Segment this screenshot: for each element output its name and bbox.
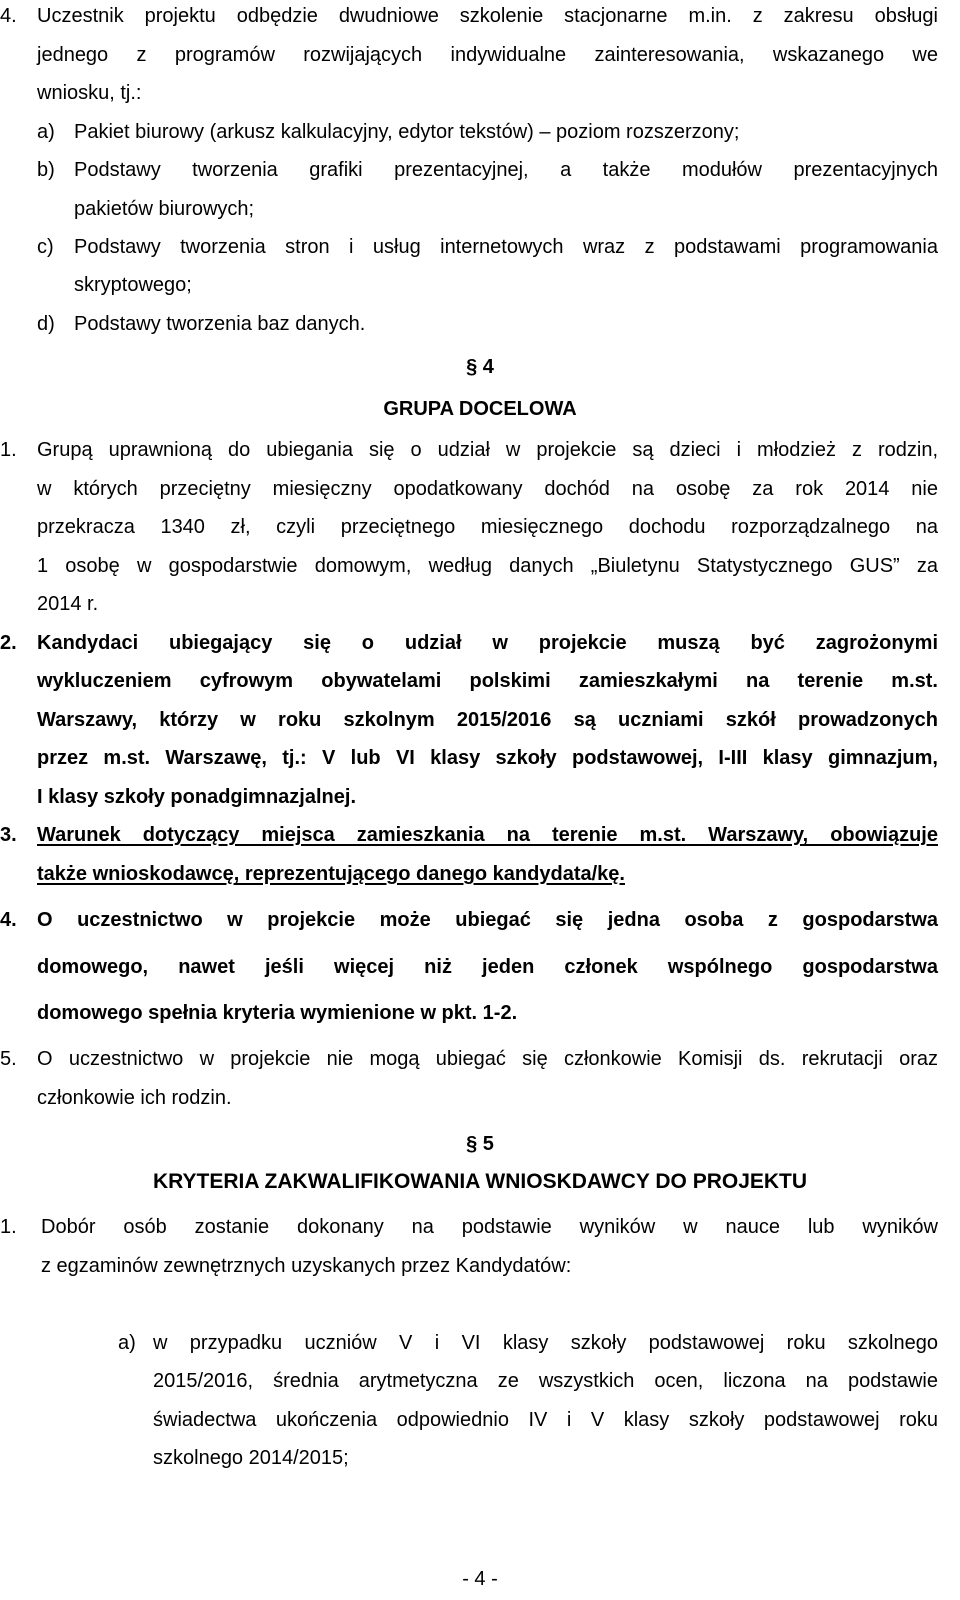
- sec4-p5-line-2: [0, 1079, 960, 1118]
- paragraph-text: domowego spełnia kryteria wymienione w pkt. 1-2.: [37, 1002, 518, 1024]
- paragraph-text: także wnioskodawcę, reprezentującego danego kandydata/kę.: [37, 863, 625, 885]
- sec4-p2-line-3: [0, 701, 960, 740]
- sub-item-text: świadectwa ukończenia odpowiednio IV i V klasy szkoły podstawowej roku: [153, 1409, 938, 1431]
- item-number: 5.: [0, 1048, 17, 1070]
- section-number: § 4: [466, 356, 494, 378]
- sub-item-label: a): [37, 121, 55, 143]
- item-number: 2.: [0, 632, 17, 654]
- sec4-p3-line-2: [0, 855, 960, 894]
- section-title: KRYTERIA ZAKWALIFIKOWANIA WNIOSKDAWCY DO PROJEKTU: [152, 1170, 808, 1193]
- sub-item-c-line-2: [0, 266, 960, 305]
- sec4-p4-line-1: [0, 901, 960, 940]
- sub-item-text: w przypadku uczniów V i VI klasy szkoły podstawowej roku szkolnego: [153, 1332, 938, 1354]
- sec5-sub-a-line-2: [0, 1362, 960, 1401]
- sub-item-label: a): [118, 1332, 136, 1354]
- sub-item-text: Pakiet biurowy (arkusz kalkulacyjny, edytor tekstów) – poziom rozszerzony;: [74, 121, 740, 143]
- item-4-line-2: [0, 36, 960, 75]
- paragraph-text: domowego, nawet jeśli więcej niż jeden członek wspólnego gospodarstwa: [37, 956, 938, 978]
- sec4-p2-line-2: [0, 662, 960, 701]
- section-title: GRUPA DOCELOWA: [383, 398, 577, 420]
- sec5-p1-line-1: [0, 1208, 960, 1247]
- paragraph-text: I klasy szkoły ponadgimnazjalnej.: [37, 786, 356, 808]
- sub-item-label: c): [37, 236, 54, 258]
- paragraph-text: Uczestnik projektu odbędzie dwudniowe szkolenie stacjonarne m.in. z zakresu obsługi: [37, 5, 938, 27]
- item-4-line-1: [0, 0, 960, 36]
- sec4-p4-line-2: [0, 948, 960, 987]
- item-4-line-3: [0, 74, 960, 113]
- sub-item-c-line-1: [0, 228, 960, 267]
- sub-item-text: pakietów biurowych;: [74, 198, 255, 220]
- sec4-p1-line-3: [0, 508, 960, 547]
- page-number: - 4 -: [462, 1568, 498, 1590]
- paragraph-text: przez m.st. Warszawę, tj.: V lub VI klasy szkoły podstawowej, I-III klasy gimnazjum,: [37, 747, 938, 769]
- sub-item-text: 2015/2016, średnia arytmetyczna ze wszystkich ocen, liczona na podstawie: [153, 1370, 938, 1392]
- sub-item-a: [0, 113, 960, 152]
- sec4-p3-line-1: [0, 816, 960, 855]
- item-number: 4.: [0, 909, 17, 931]
- sec4-p2-line-5: [0, 778, 960, 817]
- paragraph-text: jednego z programów rozwijających indywidualne zainteresowania, wskazanego we: [37, 44, 938, 66]
- paragraph-text: 1 osobę w gospodarstwie domowym, według danych „Biuletynu Statystycznego GUS” za: [37, 555, 938, 577]
- paragraph-text: 2014 r.: [37, 593, 99, 615]
- paragraph-text: O uczestnictwo w projekcie może ubiegać się jedna osoba z gospodarstwa: [37, 909, 938, 931]
- sub-item-text: Podstawy tworzenia baz danych.: [74, 313, 366, 335]
- paragraph-text: w których przeciętny miesięczny opodatkowany dochód na osobę za rok 2014 nie: [37, 478, 938, 500]
- paragraph-text: Grupą uprawnioną do ubiegania się o udział w projekcie są dzieci i młodzież z rodzin,: [37, 439, 938, 461]
- item-number: 1.: [0, 1216, 17, 1238]
- paragraph-text: wniosku, tj.:: [37, 82, 142, 104]
- sec4-p1-line-4: [0, 547, 960, 586]
- paragraph-text: Warszawy, którzy w roku szkolnym 2015/2016 są uczniami szkół prowadzonych: [37, 709, 938, 731]
- paragraph-text: Dobór osób zostanie dokonany na podstawie wyników w nauce lub wyników: [41, 1216, 938, 1238]
- paragraph-text: O uczestnictwo w projekcie nie mogą ubiegać się członkowie Komisji ds. rekrutacji oraz: [37, 1048, 938, 1070]
- item-number: 4.: [0, 5, 17, 27]
- paragraph-text: Kandydaci ubiegający się o udział w projekcie muszą być zagrożonymi: [37, 632, 938, 654]
- item-number: 3.: [0, 824, 17, 846]
- sec4-p4-line-3: [0, 994, 960, 1033]
- sub-item-text: Podstawy tworzenia stron i usług internetowych wraz z podstawami programowania: [74, 236, 938, 258]
- sec4-p5-line-1: [0, 1040, 960, 1079]
- sec5-sub-a-line-3: [0, 1401, 960, 1440]
- sec4-p2-line-4: [0, 739, 960, 778]
- paragraph-text: członkowie ich rodzin.: [37, 1087, 232, 1109]
- sub-item-b-line-2: [0, 190, 960, 229]
- paragraph-text: z egzaminów zewnętrznych uzyskanych przez Kandydatów:: [41, 1255, 572, 1277]
- sub-item-b-line-1: [0, 151, 960, 190]
- paragraph-text: przekracza 1340 zł, czyli przeciętnego miesięcznego dochodu rozporządzalnego na: [37, 516, 938, 538]
- sec4-p1-line-1: [0, 431, 960, 470]
- sub-item-d: [0, 305, 960, 344]
- sub-item-text: szkolnego 2014/2015;: [153, 1447, 349, 1469]
- sub-item-label: b): [37, 159, 55, 181]
- sec4-p1-line-5: [0, 585, 960, 624]
- sub-item-text: Podstawy tworzenia grafiki prezentacyjnej, a także modułów prezentacyjnych: [74, 159, 938, 181]
- sec5-p1-line-2: [0, 1247, 960, 1286]
- sec5-sub-a-line-4: [0, 1439, 960, 1478]
- sub-item-text: skryptowego;: [74, 274, 192, 296]
- paragraph-text: wykluczeniem cyfrowym obywatelami polskimi zamieszkałymi na terenie m.st.: [37, 670, 938, 692]
- paragraph-text: Warunek dotyczący miejsca zamieszkania na terenie m.st. Warszawy, obowiązuje: [37, 824, 938, 846]
- item-number: 1.: [0, 439, 17, 461]
- sub-item-label: d): [37, 313, 55, 335]
- sec5-sub-a-line-1: [0, 1324, 960, 1363]
- sec4-p1-line-2: [0, 470, 960, 509]
- section-number: § 5: [466, 1133, 494, 1155]
- sec4-p2-line-1: [0, 624, 960, 663]
